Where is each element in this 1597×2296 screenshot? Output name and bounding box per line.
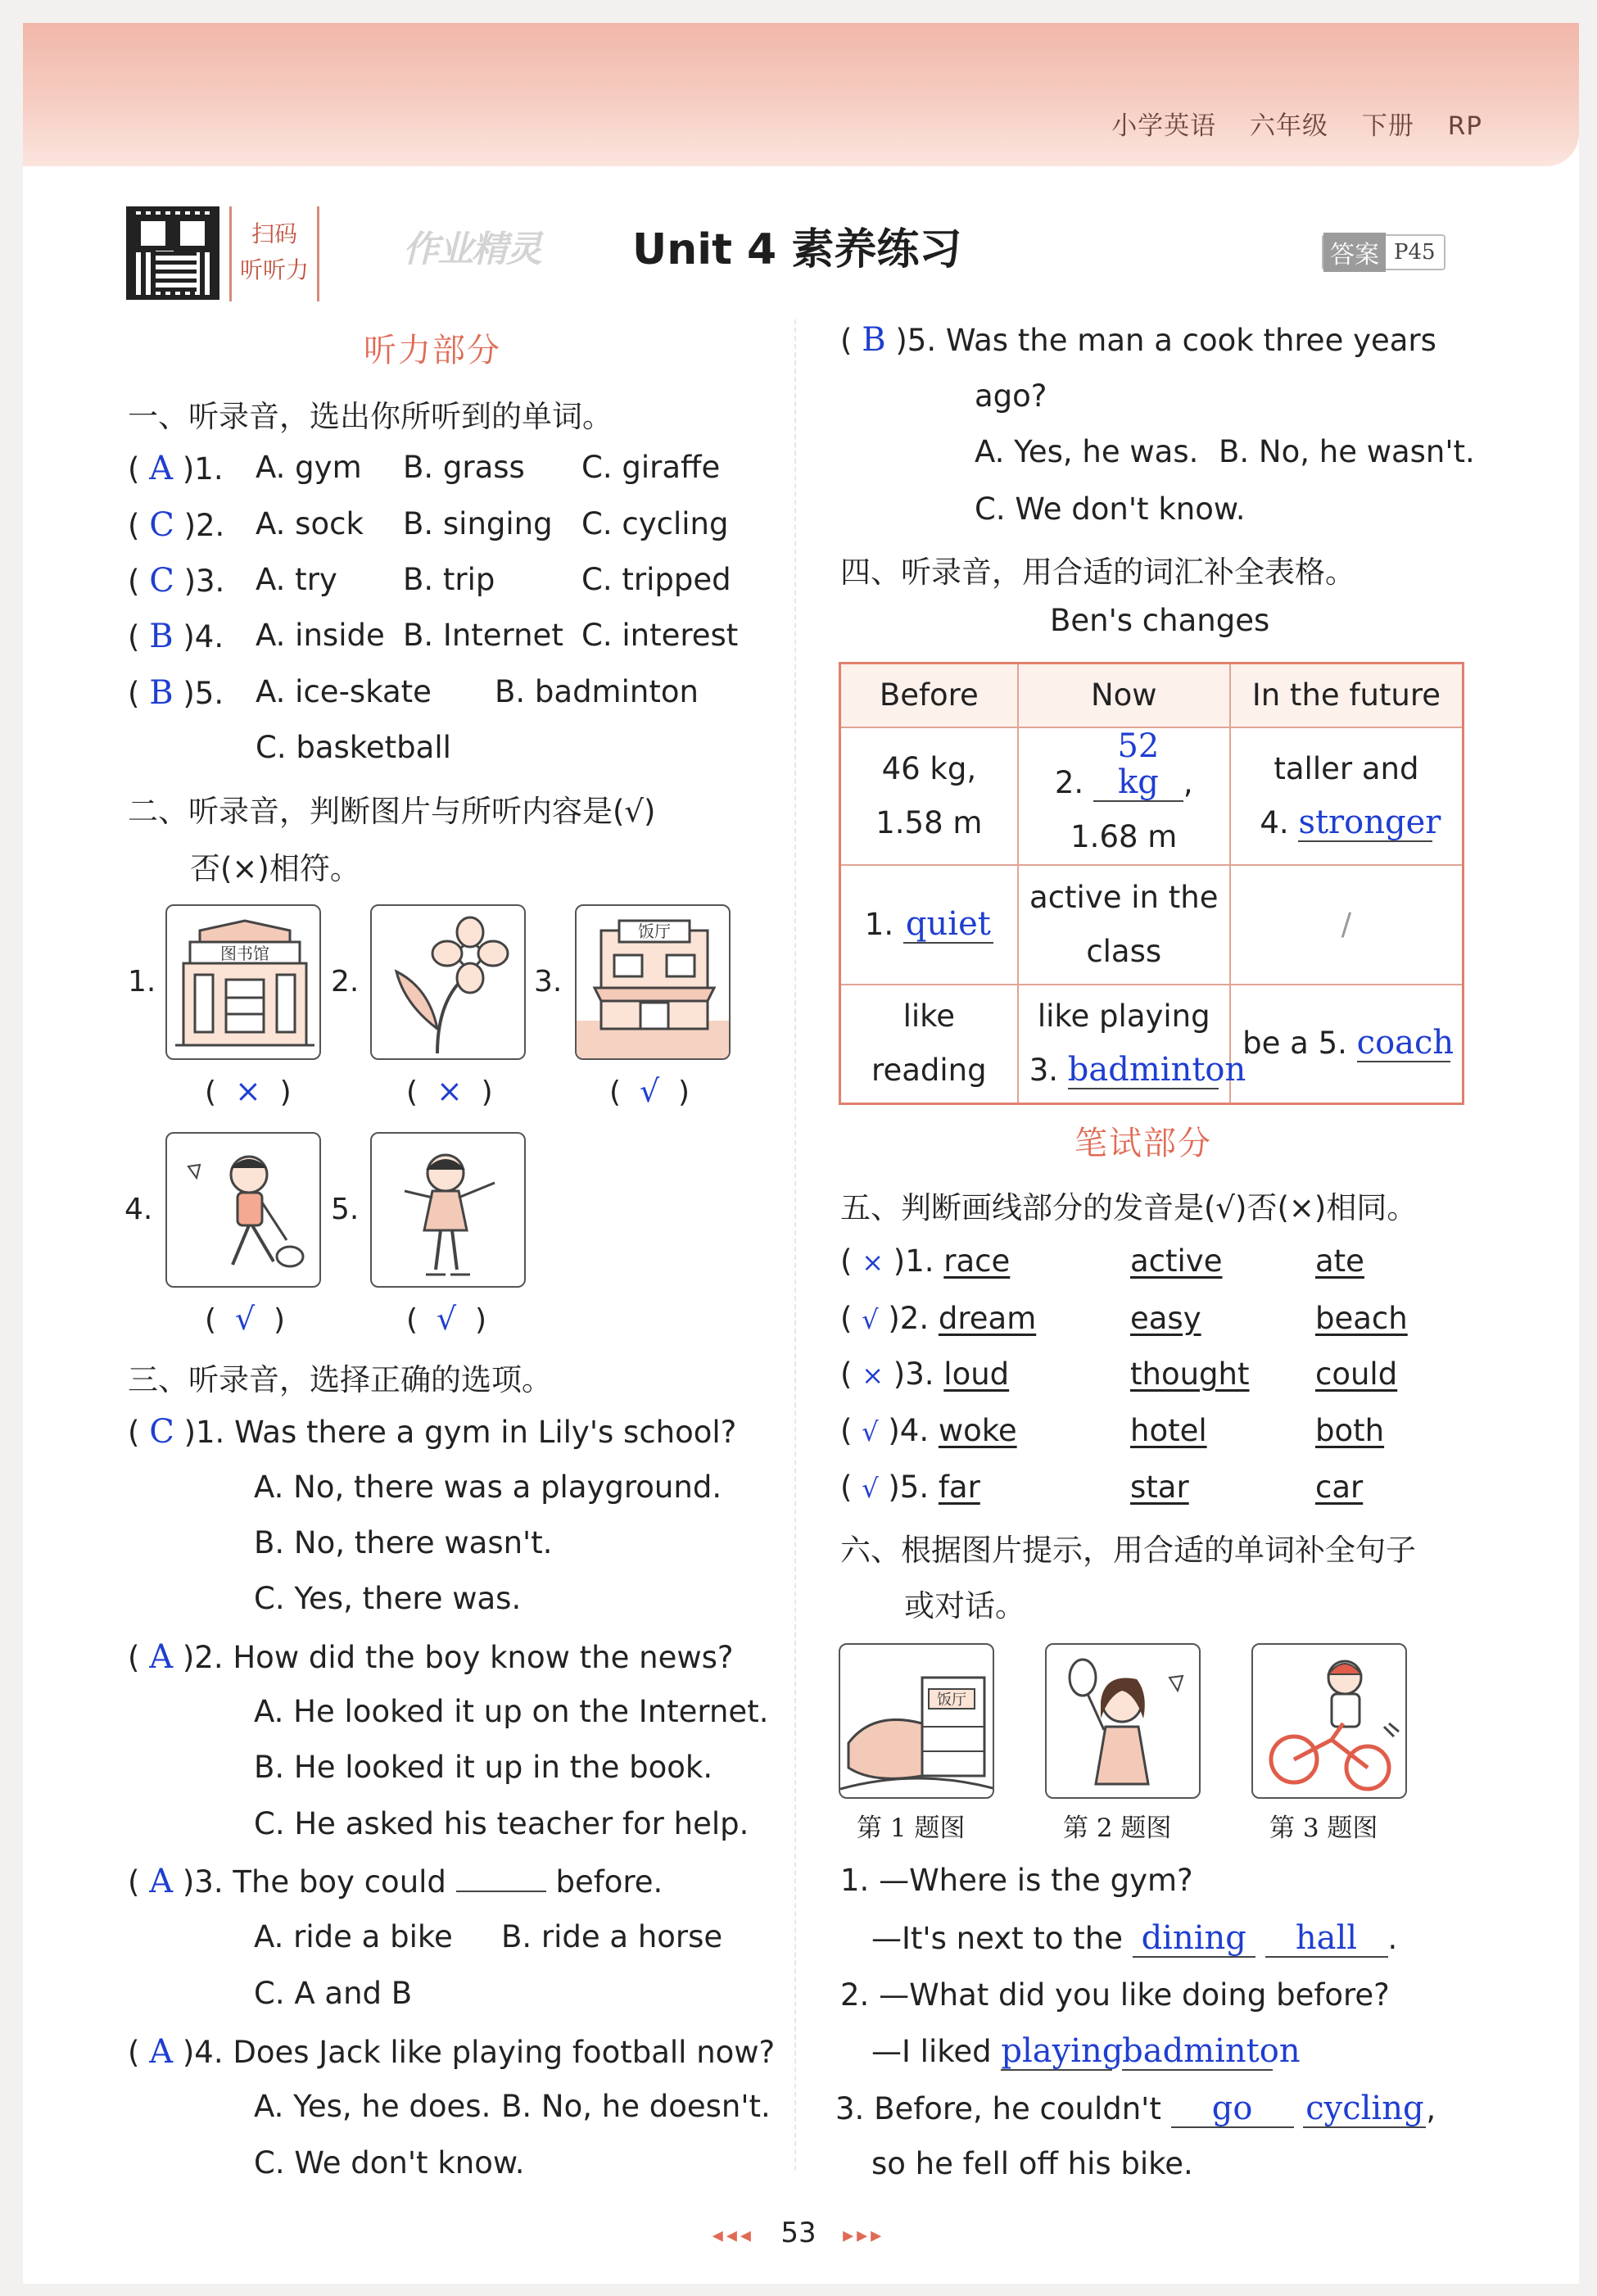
- option-c: C. He asked his teacher for help.: [254, 1806, 749, 1841]
- option-c: C. cycling: [581, 506, 729, 541]
- option-b: B. No, he wasn't.: [1219, 434, 1475, 469]
- answer-blank[interactable]: coach: [1356, 1024, 1454, 1062]
- question-text: )1. Was there a gym in Lily's school?: [183, 1415, 737, 1450]
- word-1: dream: [938, 1301, 1037, 1336]
- ice-skating-girl-picture: [370, 1132, 526, 1288]
- watermark: 作业精灵: [403, 229, 541, 270]
- word-3: could: [1315, 1356, 1398, 1392]
- part1-item: ( C )3.: [128, 562, 225, 600]
- blank-number: 1.: [864, 906, 894, 942]
- q2-answer-prefix: —I liked: [871, 2034, 992, 2069]
- scan-label-line-2: 听听力: [239, 256, 309, 283]
- part2-instruction-1: 二、听录音，判断图片与所听内容是(√): [128, 794, 656, 829]
- page-title: Unit 4 素养练习: [632, 225, 962, 274]
- volume-label: 下册: [1361, 111, 1414, 141]
- cell-text: class: [1086, 933, 1162, 969]
- written-section-title: 笔试部分: [1074, 1125, 1212, 1162]
- word-3: beach: [1315, 1301, 1408, 1336]
- table-title: Ben's changes: [1050, 603, 1270, 638]
- q1-question: 1. —Where is the gym?: [840, 1863, 1193, 1898]
- item-number: )3.: [893, 1356, 934, 1392]
- question-text: )3. The boy could: [182, 1864, 446, 1900]
- item-number: )4.: [183, 619, 224, 654]
- mark-answer: ×: [436, 1073, 463, 1109]
- badminton-boy-picture: [165, 1132, 321, 1288]
- answer-blank[interactable]: cycling: [1303, 2090, 1426, 2128]
- answer-letter: A: [149, 450, 174, 487]
- picture-mark: ( √ ): [609, 1073, 690, 1109]
- picture-mark: ( × ): [406, 1073, 493, 1109]
- cell-text: active in the: [1029, 879, 1219, 915]
- prev-arrows-icon: ◂◂◂: [712, 2223, 754, 2248]
- library-sign-text: 图书馆: [220, 944, 269, 963]
- cell-future-1: [1230, 727, 1464, 865]
- dining-sign-text: 饭厅: [638, 922, 671, 941]
- answer-page: P45: [1394, 240, 1436, 265]
- q2-answer-line: [871, 2032, 1301, 2071]
- cell-text: like playing: [1037, 999, 1210, 1035]
- question-text: )4. Does Jack like playing football now?: [182, 2035, 776, 2070]
- word-2: active: [1130, 1243, 1223, 1279]
- item-number: )5.: [183, 676, 224, 711]
- part1-item: ( A )1.: [128, 450, 224, 487]
- picture-caption: 第 3 题图: [1269, 1814, 1378, 1843]
- mark-answer: ×: [862, 1247, 884, 1278]
- answer-letter: C: [149, 1413, 174, 1451]
- question-text: )5. Was the man a cook three years: [895, 323, 1436, 358]
- next-arrows-icon: ▸▸▸: [843, 2223, 885, 2248]
- cell-text: reading: [871, 1053, 987, 1089]
- scan-listen-label: [229, 206, 319, 301]
- option-c: C. A and B: [254, 1976, 413, 2011]
- picture-number: 5.: [331, 1193, 360, 1226]
- part5-item: ( × )3. loud: [840, 1356, 1010, 1392]
- answer-letter: B: [149, 618, 174, 655]
- picture-mark: ( × ): [205, 1073, 292, 1109]
- option-c: C. Yes, there was.: [254, 1581, 522, 1616]
- answer-blank[interactable]: playing: [1001, 2032, 1124, 2070]
- scan-label-line-1: 扫码: [251, 220, 297, 247]
- answer-letter: B: [862, 321, 886, 359]
- gym-dining-hall-picture: [839, 1643, 994, 1799]
- picture-caption: 第 1 题图: [857, 1814, 966, 1843]
- answer-blank[interactable]: 52 kg: [1093, 728, 1183, 802]
- item-number: )1.: [893, 1243, 934, 1279]
- page-footer: [0, 2217, 1597, 2249]
- page-number: 53: [780, 2217, 817, 2249]
- answer-letter: A: [149, 1638, 174, 1676]
- mark-answer: √: [639, 1073, 660, 1109]
- cell-now-2: [1018, 865, 1230, 985]
- option-b: B. badminton: [495, 674, 699, 709]
- answer-blank[interactable]: quiet: [903, 906, 993, 944]
- word-2: hotel: [1130, 1413, 1207, 1448]
- option-a: A. No, there was a playground.: [254, 1470, 722, 1505]
- item-number: )2.: [888, 1301, 930, 1336]
- answer-blank[interactable]: hall: [1265, 1920, 1388, 1958]
- subject-label: 小学英语: [1111, 111, 1217, 141]
- answer-letter: C: [149, 562, 174, 600]
- part5-item: ( √ )5. far: [840, 1470, 980, 1505]
- cell-text: be a 5.: [1242, 1026, 1347, 1062]
- option-b: B. trip: [403, 562, 495, 597]
- header-banner: [23, 23, 1579, 166]
- answer-blank[interactable]: stronger: [1298, 803, 1441, 841]
- option-a: A. inside: [256, 618, 385, 653]
- cell-before-3: [840, 985, 1018, 1104]
- header-before: Before: [840, 663, 1018, 727]
- option-a: A. sock: [256, 506, 364, 541]
- dining-hall-picture: [575, 904, 731, 1060]
- bike-boy-picture: [1251, 1643, 1407, 1799]
- part6-instruction-2: 或对话。: [904, 1588, 1025, 1624]
- mark-answer: √: [862, 1304, 879, 1335]
- answer-page-badge: [1322, 234, 1445, 270]
- mark-answer: √: [436, 1301, 457, 1337]
- cell-text: 1.58 m: [875, 804, 983, 840]
- picture-mark: ( √ ): [406, 1301, 487, 1337]
- part5-item: ( × )1. race: [840, 1243, 1011, 1279]
- option-b: B. Internet: [403, 618, 563, 653]
- option-a: A. gym: [256, 450, 362, 485]
- header-now: Now: [1018, 663, 1230, 727]
- part5-item: ( √ )4. woke: [840, 1413, 1017, 1448]
- option-b: B. grass: [403, 450, 525, 485]
- word-3: car: [1315, 1470, 1364, 1505]
- part3-question: ( A )3. The boy could before.: [128, 1863, 663, 1900]
- cell-text: like: [903, 999, 956, 1035]
- item-number: )4.: [888, 1413, 930, 1448]
- option-b: B. ride a horse: [501, 1919, 723, 1954]
- option-c: C. We don't know.: [254, 2145, 525, 2181]
- word-1: loud: [943, 1356, 1010, 1392]
- option-b: B. No, he doesn't.: [501, 2089, 771, 2124]
- cell-future-2: /: [1230, 865, 1464, 985]
- blank-number: 3.: [1029, 1053, 1059, 1089]
- changes-table: [839, 662, 1464, 1105]
- picture-caption: 第 2 题图: [1063, 1814, 1172, 1843]
- dining-sign-text: 饭厅: [937, 1691, 966, 1709]
- answer-letter: C: [149, 506, 174, 544]
- question-text: )2. How did the boy know the news?: [182, 1640, 734, 1675]
- word-2: thought: [1130, 1356, 1250, 1392]
- option-c: C. basketball: [256, 730, 451, 765]
- answer-blank[interactable]: go: [1171, 2090, 1294, 2128]
- word-1: woke: [938, 1413, 1017, 1448]
- q2-question: 2. —What did you like doing before?: [840, 1977, 1390, 2013]
- answer-blank[interactable]: [456, 1863, 546, 1892]
- picture-number: 3.: [534, 965, 563, 999]
- answer-blank[interactable]: badminton: [1122, 2032, 1301, 2070]
- word-1: far: [938, 1470, 980, 1505]
- part1-item: ( B )4.: [128, 618, 224, 655]
- word-2: star: [1130, 1470, 1189, 1505]
- cell-text: taller and: [1274, 750, 1419, 786]
- option-a: A. ride a bike: [254, 1919, 453, 1954]
- q1-answer-prefix: —It's next to the: [871, 1921, 1123, 1956]
- part5-item: ( √ )2. dream: [840, 1301, 1037, 1336]
- answer-blank[interactable]: dining: [1133, 1920, 1255, 1958]
- picture-mark: ( √ ): [205, 1301, 286, 1337]
- part3-instruction: 三、听录音，选择正确的选项。: [128, 1362, 552, 1397]
- option-c: C. We don't know.: [975, 491, 1246, 527]
- option-b: B. He looked it up in the book.: [254, 1750, 713, 1785]
- flower-picture: [370, 904, 526, 1060]
- cell-text: 1.68 m: [1070, 818, 1178, 854]
- grade-label: 六年级: [1250, 111, 1329, 141]
- question-text-cont: ago?: [975, 378, 1047, 414]
- question-text-end: before.: [555, 1864, 663, 1900]
- mark-answer: √: [862, 1473, 879, 1504]
- picture-number: 4.: [124, 1193, 153, 1226]
- part1-instruction: 一、听录音，选出你所听到的单词。: [128, 399, 613, 434]
- part4-instruction: 四、听录音，用合适的词汇补全表格。: [840, 555, 1355, 590]
- answer-blank[interactable]: badminton: [1067, 1051, 1246, 1089]
- word-3: both: [1315, 1413, 1385, 1448]
- picture-number: 1.: [128, 965, 156, 999]
- part5-instruction: 五、判断画线部分的发音是(√)否(×)相同。: [840, 1190, 1418, 1225]
- item-number: )3.: [183, 564, 225, 599]
- mark-answer: ×: [862, 1360, 884, 1391]
- mark-answer: √: [234, 1301, 256, 1337]
- q1-end-punct: .: [1387, 1921, 1398, 1956]
- answer-letter: B: [149, 674, 174, 712]
- cell-now-1: 2. 52 kg , 1.68 m: [1018, 727, 1230, 865]
- cell-future-3: [1230, 985, 1464, 1104]
- part6-instruction-1: 六、根据图片提示，用合适的单词补全句子: [840, 1533, 1416, 1568]
- picture-number: 2.: [331, 965, 360, 999]
- part3-question: ( A )2. How did the boy know the news?: [128, 1638, 734, 1676]
- word-2: easy: [1130, 1301, 1201, 1336]
- part1-item: ( C )2.: [128, 506, 225, 544]
- option-a: A. ice-skate: [256, 674, 432, 709]
- answer-letter: A: [149, 2033, 174, 2071]
- book-meta: [1087, 105, 1482, 142]
- column-divider: [794, 319, 796, 2171]
- part3-question: ( B )5. Was the man a cook three years: [840, 321, 1436, 359]
- option-c: C. tripped: [581, 562, 731, 597]
- option-c: C. giraffe: [581, 450, 721, 485]
- cell-before-1: [840, 727, 1018, 865]
- word-3: ate: [1315, 1243, 1364, 1279]
- item-number: )1.: [182, 451, 224, 487]
- mark-answer: ×: [234, 1073, 261, 1109]
- edition-label: RP: [1447, 111, 1482, 141]
- part3-question: ( A )4. Does Jack like playing football now?: [128, 2033, 776, 2071]
- word-1: race: [943, 1243, 1011, 1279]
- option-a: A. He looked it up on the Internet.: [254, 1694, 769, 1729]
- option-b: B. singing: [403, 506, 553, 541]
- qr-code-icon[interactable]: [126, 206, 219, 300]
- part1-item: ( B )5.: [128, 674, 224, 712]
- option-a: A. Yes, he does.: [254, 2089, 491, 2124]
- q1-answer-line: [871, 1920, 1397, 1958]
- library-picture: [165, 904, 321, 1060]
- cell-now-3: [1018, 985, 1246, 1104]
- part2-instruction-2: 否(×)相符。: [190, 851, 360, 886]
- cell-before-2: [840, 865, 1018, 985]
- option-b: B. No, there wasn't.: [254, 1525, 553, 1560]
- listening-section-title: 听力部分: [364, 332, 501, 369]
- q3-line: [835, 2090, 1436, 2128]
- q3-continuation: so he fell off his bike.: [871, 2146, 1193, 2181]
- blank-number: 2.: [1054, 764, 1084, 800]
- q3-prefix: 3. Before, he couldn't: [835, 2091, 1161, 2126]
- mark-answer: √: [862, 1416, 879, 1447]
- part3-question: ( C )1. Was there a gym in Lily's school?: [128, 1413, 737, 1451]
- item-number: )5.: [888, 1470, 930, 1505]
- cell-text: 46 kg,: [881, 750, 977, 786]
- item-number: )2.: [183, 508, 225, 543]
- header-future: In the future: [1230, 663, 1464, 727]
- blank-number: 4.: [1260, 804, 1289, 840]
- answer-letter: A: [149, 1863, 174, 1900]
- q3-comma: ,: [1426, 2091, 1436, 2126]
- answer-label: 答案: [1323, 233, 1386, 272]
- option-c: C. interest: [581, 618, 739, 653]
- option-a: A. Yes, he was.: [975, 434, 1199, 469]
- option-a: A. try: [256, 562, 337, 597]
- badminton-girl-picture: [1045, 1643, 1201, 1799]
